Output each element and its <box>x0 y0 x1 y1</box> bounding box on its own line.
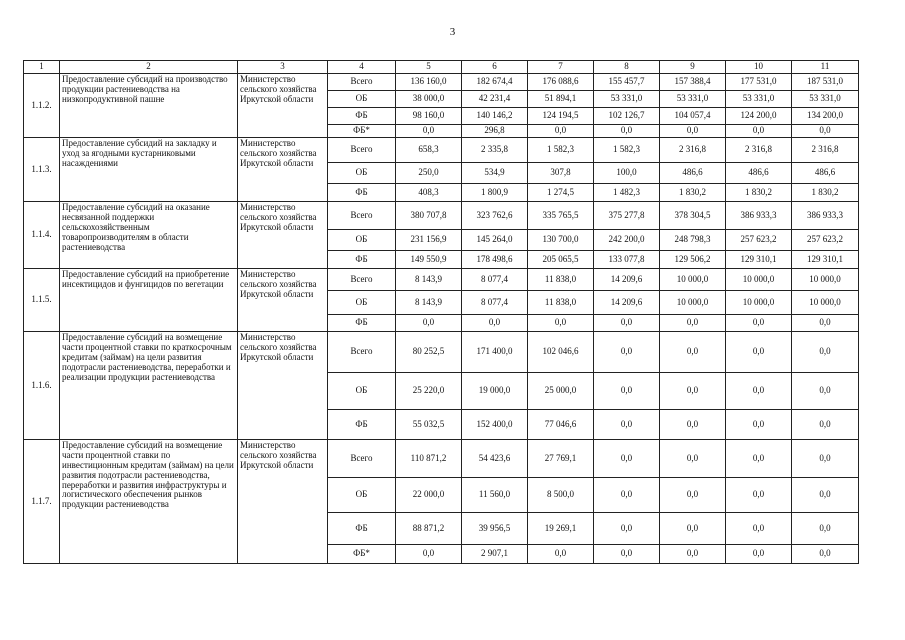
funding-source: ОБ <box>328 230 396 251</box>
table-row <box>24 74 859 91</box>
value-cell: 27 769,1 <box>528 440 594 478</box>
item-description: Предоставление субсидий на возмещение части процентной ставки по инвестиционным кредитам (займам) на цели развития подотрасли растениеводства, переработки и развития инфраструктуры и логистического обеспечения рынков продукции растениеводства <box>60 440 238 564</box>
funding-source: ФБ <box>328 251 396 269</box>
value-cell: 130 700,0 <box>528 230 594 251</box>
value-cell: 140 146,2 <box>462 108 528 125</box>
funding-source: ФБ* <box>328 545 396 564</box>
value-cell: 187 531,0 <box>792 74 859 91</box>
table-row <box>24 138 859 163</box>
column-header: 4 <box>328 61 396 74</box>
value-cell: 157 388,4 <box>660 74 726 91</box>
item-description: Предоставление субсидий на производство продукции растениеводства на низкопродуктивной пашне <box>60 74 238 138</box>
value-cell: 335 765,5 <box>528 202 594 230</box>
funding-source: ФБ <box>328 315 396 332</box>
value-cell: 134 200,0 <box>792 108 859 125</box>
value-cell: 133 077,8 <box>594 251 660 269</box>
funding-source: ОБ <box>328 373 396 410</box>
value-cell: 0,0 <box>594 513 660 545</box>
value-cell: 177 531,0 <box>726 74 792 91</box>
responsible-ministry: Министерство сельского хозяйства Иркутской области <box>238 202 328 269</box>
value-cell: 25 000,0 <box>528 373 594 410</box>
value-cell: 53 331,0 <box>726 91 792 108</box>
responsible-ministry: Министерство сельского хозяйства Иркутской области <box>238 440 328 564</box>
column-header: 6 <box>462 61 528 74</box>
value-cell: 171 400,0 <box>462 332 528 373</box>
value-cell: 178 498,6 <box>462 251 528 269</box>
value-cell: 11 838,0 <box>528 269 594 291</box>
value-cell: 10 000,0 <box>792 291 859 315</box>
budget-table <box>23 60 859 564</box>
column-header: 10 <box>726 61 792 74</box>
value-cell: 104 057,4 <box>660 108 726 125</box>
value-cell: 408,3 <box>396 184 462 202</box>
funding-source: ОБ <box>328 163 396 184</box>
value-cell: 1 482,3 <box>594 184 660 202</box>
value-cell: 2 907,1 <box>462 545 528 564</box>
value-cell: 0,0 <box>792 332 859 373</box>
value-cell: 19 000,0 <box>462 373 528 410</box>
funding-source: ФБ <box>328 410 396 440</box>
value-cell: 248 798,3 <box>660 230 726 251</box>
value-cell: 0,0 <box>594 410 660 440</box>
value-cell: 1 830,2 <box>660 184 726 202</box>
value-cell: 19 269,1 <box>528 513 594 545</box>
value-cell: 0,0 <box>726 513 792 545</box>
column-header: 5 <box>396 61 462 74</box>
item-code: 1.1.5. <box>24 269 60 332</box>
column-header: 9 <box>660 61 726 74</box>
value-cell: 0,0 <box>594 373 660 410</box>
value-cell: 10 000,0 <box>660 291 726 315</box>
value-cell: 53 331,0 <box>792 91 859 108</box>
column-header: 11 <box>792 61 859 74</box>
funding-source: ФБ* <box>328 125 396 138</box>
value-cell: 0,0 <box>660 332 726 373</box>
funding-source: Всего <box>328 440 396 478</box>
value-cell: 0,0 <box>726 410 792 440</box>
value-cell: 39 956,5 <box>462 513 528 545</box>
item-description: Предоставление субсидий на закладку и уход за ягодными кустарниковыми насаждениями <box>60 138 238 202</box>
header-row <box>24 61 859 74</box>
funding-source: Всего <box>328 202 396 230</box>
value-cell: 14 209,6 <box>594 291 660 315</box>
value-cell: 14 209,6 <box>594 269 660 291</box>
item-description: Предоставление субсидий на приобретение инсектицидов и фунгицидов по вегетации <box>60 269 238 332</box>
funding-source: ОБ <box>328 478 396 513</box>
value-cell: 323 762,6 <box>462 202 528 230</box>
item-code: 1.1.2. <box>24 74 60 138</box>
column-header: 7 <box>528 61 594 74</box>
value-cell: 8 500,0 <box>528 478 594 513</box>
value-cell: 100,0 <box>594 163 660 184</box>
value-cell: 0,0 <box>792 545 859 564</box>
value-cell: 8 077,4 <box>462 269 528 291</box>
value-cell: 486,6 <box>660 163 726 184</box>
value-cell: 152 400,0 <box>462 410 528 440</box>
value-cell: 155 457,7 <box>594 74 660 91</box>
value-cell: 55 032,5 <box>396 410 462 440</box>
value-cell: 1 582,3 <box>528 138 594 163</box>
value-cell: 0,0 <box>660 478 726 513</box>
value-cell: 124 194,5 <box>528 108 594 125</box>
item-code: 1.1.6. <box>24 332 60 440</box>
value-cell: 205 065,5 <box>528 251 594 269</box>
value-cell: 53 331,0 <box>594 91 660 108</box>
value-cell: 2 316,8 <box>660 138 726 163</box>
value-cell: 0,0 <box>792 315 859 332</box>
value-cell: 0,0 <box>396 315 462 332</box>
value-cell: 25 220,0 <box>396 373 462 410</box>
value-cell: 2 316,8 <box>792 138 859 163</box>
value-cell: 176 088,6 <box>528 74 594 91</box>
value-cell: 386 933,3 <box>726 202 792 230</box>
value-cell: 0,0 <box>594 315 660 332</box>
value-cell: 0,0 <box>726 478 792 513</box>
responsible-ministry: Министерство сельского хозяйства Иркутской области <box>238 269 328 332</box>
column-header: 8 <box>594 61 660 74</box>
value-cell: 658,3 <box>396 138 462 163</box>
value-cell: 378 304,5 <box>660 202 726 230</box>
value-cell: 0,0 <box>594 440 660 478</box>
value-cell: 0,0 <box>792 125 859 138</box>
value-cell: 0,0 <box>726 545 792 564</box>
value-cell: 0,0 <box>528 315 594 332</box>
value-cell: 0,0 <box>792 410 859 440</box>
value-cell: 51 894,1 <box>528 91 594 108</box>
value-cell: 10 000,0 <box>726 291 792 315</box>
value-cell: 10 000,0 <box>792 269 859 291</box>
value-cell: 0,0 <box>594 332 660 373</box>
value-cell: 296,8 <box>462 125 528 138</box>
value-cell: 0,0 <box>726 332 792 373</box>
value-cell: 375 277,8 <box>594 202 660 230</box>
value-cell: 0,0 <box>528 545 594 564</box>
value-cell: 22 000,0 <box>396 478 462 513</box>
value-cell: 10 000,0 <box>660 269 726 291</box>
page-number: 3 <box>449 26 456 38</box>
funding-source: ФБ <box>328 513 396 545</box>
value-cell: 0,0 <box>462 315 528 332</box>
value-cell: 0,0 <box>660 545 726 564</box>
value-cell: 380 707,8 <box>396 202 462 230</box>
value-cell: 0,0 <box>660 440 726 478</box>
value-cell: 0,0 <box>726 440 792 478</box>
value-cell: 124 200,0 <box>726 108 792 125</box>
item-code: 1.1.4. <box>24 202 60 269</box>
funding-source: ФБ <box>328 184 396 202</box>
value-cell: 0,0 <box>792 373 859 410</box>
value-cell: 149 550,9 <box>396 251 462 269</box>
responsible-ministry: Министерство сельского хозяйства Иркутской области <box>238 332 328 440</box>
value-cell: 1 830,2 <box>726 184 792 202</box>
value-cell: 77 046,6 <box>528 410 594 440</box>
value-cell: 386 933,3 <box>792 202 859 230</box>
value-cell: 1 830,2 <box>792 184 859 202</box>
value-cell: 0,0 <box>792 513 859 545</box>
value-cell: 80 252,5 <box>396 332 462 373</box>
value-cell: 0,0 <box>594 478 660 513</box>
value-cell: 250,0 <box>396 163 462 184</box>
table-row <box>24 269 859 291</box>
value-cell: 88 871,2 <box>396 513 462 545</box>
funding-source: ФБ <box>328 108 396 125</box>
value-cell: 54 423,6 <box>462 440 528 478</box>
value-cell: 0,0 <box>660 373 726 410</box>
column-header: 3 <box>238 61 328 74</box>
value-cell: 307,8 <box>528 163 594 184</box>
value-cell: 534,9 <box>462 163 528 184</box>
value-cell: 11 560,0 <box>462 478 528 513</box>
value-cell: 182 674,4 <box>462 74 528 91</box>
value-cell: 110 871,2 <box>396 440 462 478</box>
column-header: 2 <box>60 61 238 74</box>
item-code: 1.1.3. <box>24 138 60 202</box>
value-cell: 8 143,9 <box>396 269 462 291</box>
value-cell: 38 000,0 <box>396 91 462 108</box>
value-cell: 1 274,5 <box>528 184 594 202</box>
value-cell: 8 077,4 <box>462 291 528 315</box>
value-cell: 8 143,9 <box>396 291 462 315</box>
value-cell: 0,0 <box>792 478 859 513</box>
value-cell: 98 160,0 <box>396 108 462 125</box>
funding-source: Всего <box>328 74 396 91</box>
value-cell: 102 046,6 <box>528 332 594 373</box>
value-cell: 0,0 <box>660 125 726 138</box>
value-cell: 0,0 <box>660 513 726 545</box>
funding-source: ОБ <box>328 91 396 108</box>
value-cell: 0,0 <box>594 125 660 138</box>
value-cell: 0,0 <box>396 545 462 564</box>
value-cell: 486,6 <box>792 163 859 184</box>
value-cell: 1 800,9 <box>462 184 528 202</box>
value-cell: 129 506,2 <box>660 251 726 269</box>
value-cell: 242 200,0 <box>594 230 660 251</box>
value-cell: 0,0 <box>396 125 462 138</box>
value-cell: 0,0 <box>726 125 792 138</box>
table-row <box>24 332 859 373</box>
value-cell: 231 156,9 <box>396 230 462 251</box>
funding-source: ОБ <box>328 291 396 315</box>
value-cell: 145 264,0 <box>462 230 528 251</box>
table-row <box>24 202 859 230</box>
value-cell: 486,6 <box>726 163 792 184</box>
item-code: 1.1.7. <box>24 440 60 564</box>
value-cell: 10 000,0 <box>726 269 792 291</box>
value-cell: 102 126,7 <box>594 108 660 125</box>
value-cell: 1 582,3 <box>594 138 660 163</box>
value-cell: 0,0 <box>726 315 792 332</box>
value-cell: 0,0 <box>660 315 726 332</box>
value-cell: 129 310,1 <box>726 251 792 269</box>
value-cell: 11 838,0 <box>528 291 594 315</box>
responsible-ministry: Министерство сельского хозяйства Иркутской области <box>238 74 328 138</box>
value-cell: 257 623,2 <box>726 230 792 251</box>
value-cell: 0,0 <box>528 125 594 138</box>
value-cell: 0,0 <box>726 373 792 410</box>
item-description: Предоставление субсидий на возмещение части процентной ставки по краткосрочным кредитам (займам) на цели развития подотрасли растениеводства, переработки и реализации продукции растениеводства <box>60 332 238 440</box>
column-header: 1 <box>24 61 60 74</box>
value-cell: 42 231,4 <box>462 91 528 108</box>
item-description: Предоставление субсидий на оказание несвязанной поддержки сельскохозяйственным товаропроизводителям в области растениеводства <box>60 202 238 269</box>
value-cell: 0,0 <box>594 545 660 564</box>
responsible-ministry: Министерство сельского хозяйства Иркутской области <box>238 138 328 202</box>
value-cell: 2 316,8 <box>726 138 792 163</box>
value-cell: 0,0 <box>660 410 726 440</box>
table-row <box>24 440 859 478</box>
value-cell: 257 623,2 <box>792 230 859 251</box>
value-cell: 136 160,0 <box>396 74 462 91</box>
funding-source: Всего <box>328 269 396 291</box>
value-cell: 0,0 <box>792 440 859 478</box>
value-cell: 2 335,8 <box>462 138 528 163</box>
value-cell: 129 310,1 <box>792 251 859 269</box>
funding-source: Всего <box>328 332 396 373</box>
funding-source: Всего <box>328 138 396 163</box>
value-cell: 53 331,0 <box>660 91 726 108</box>
